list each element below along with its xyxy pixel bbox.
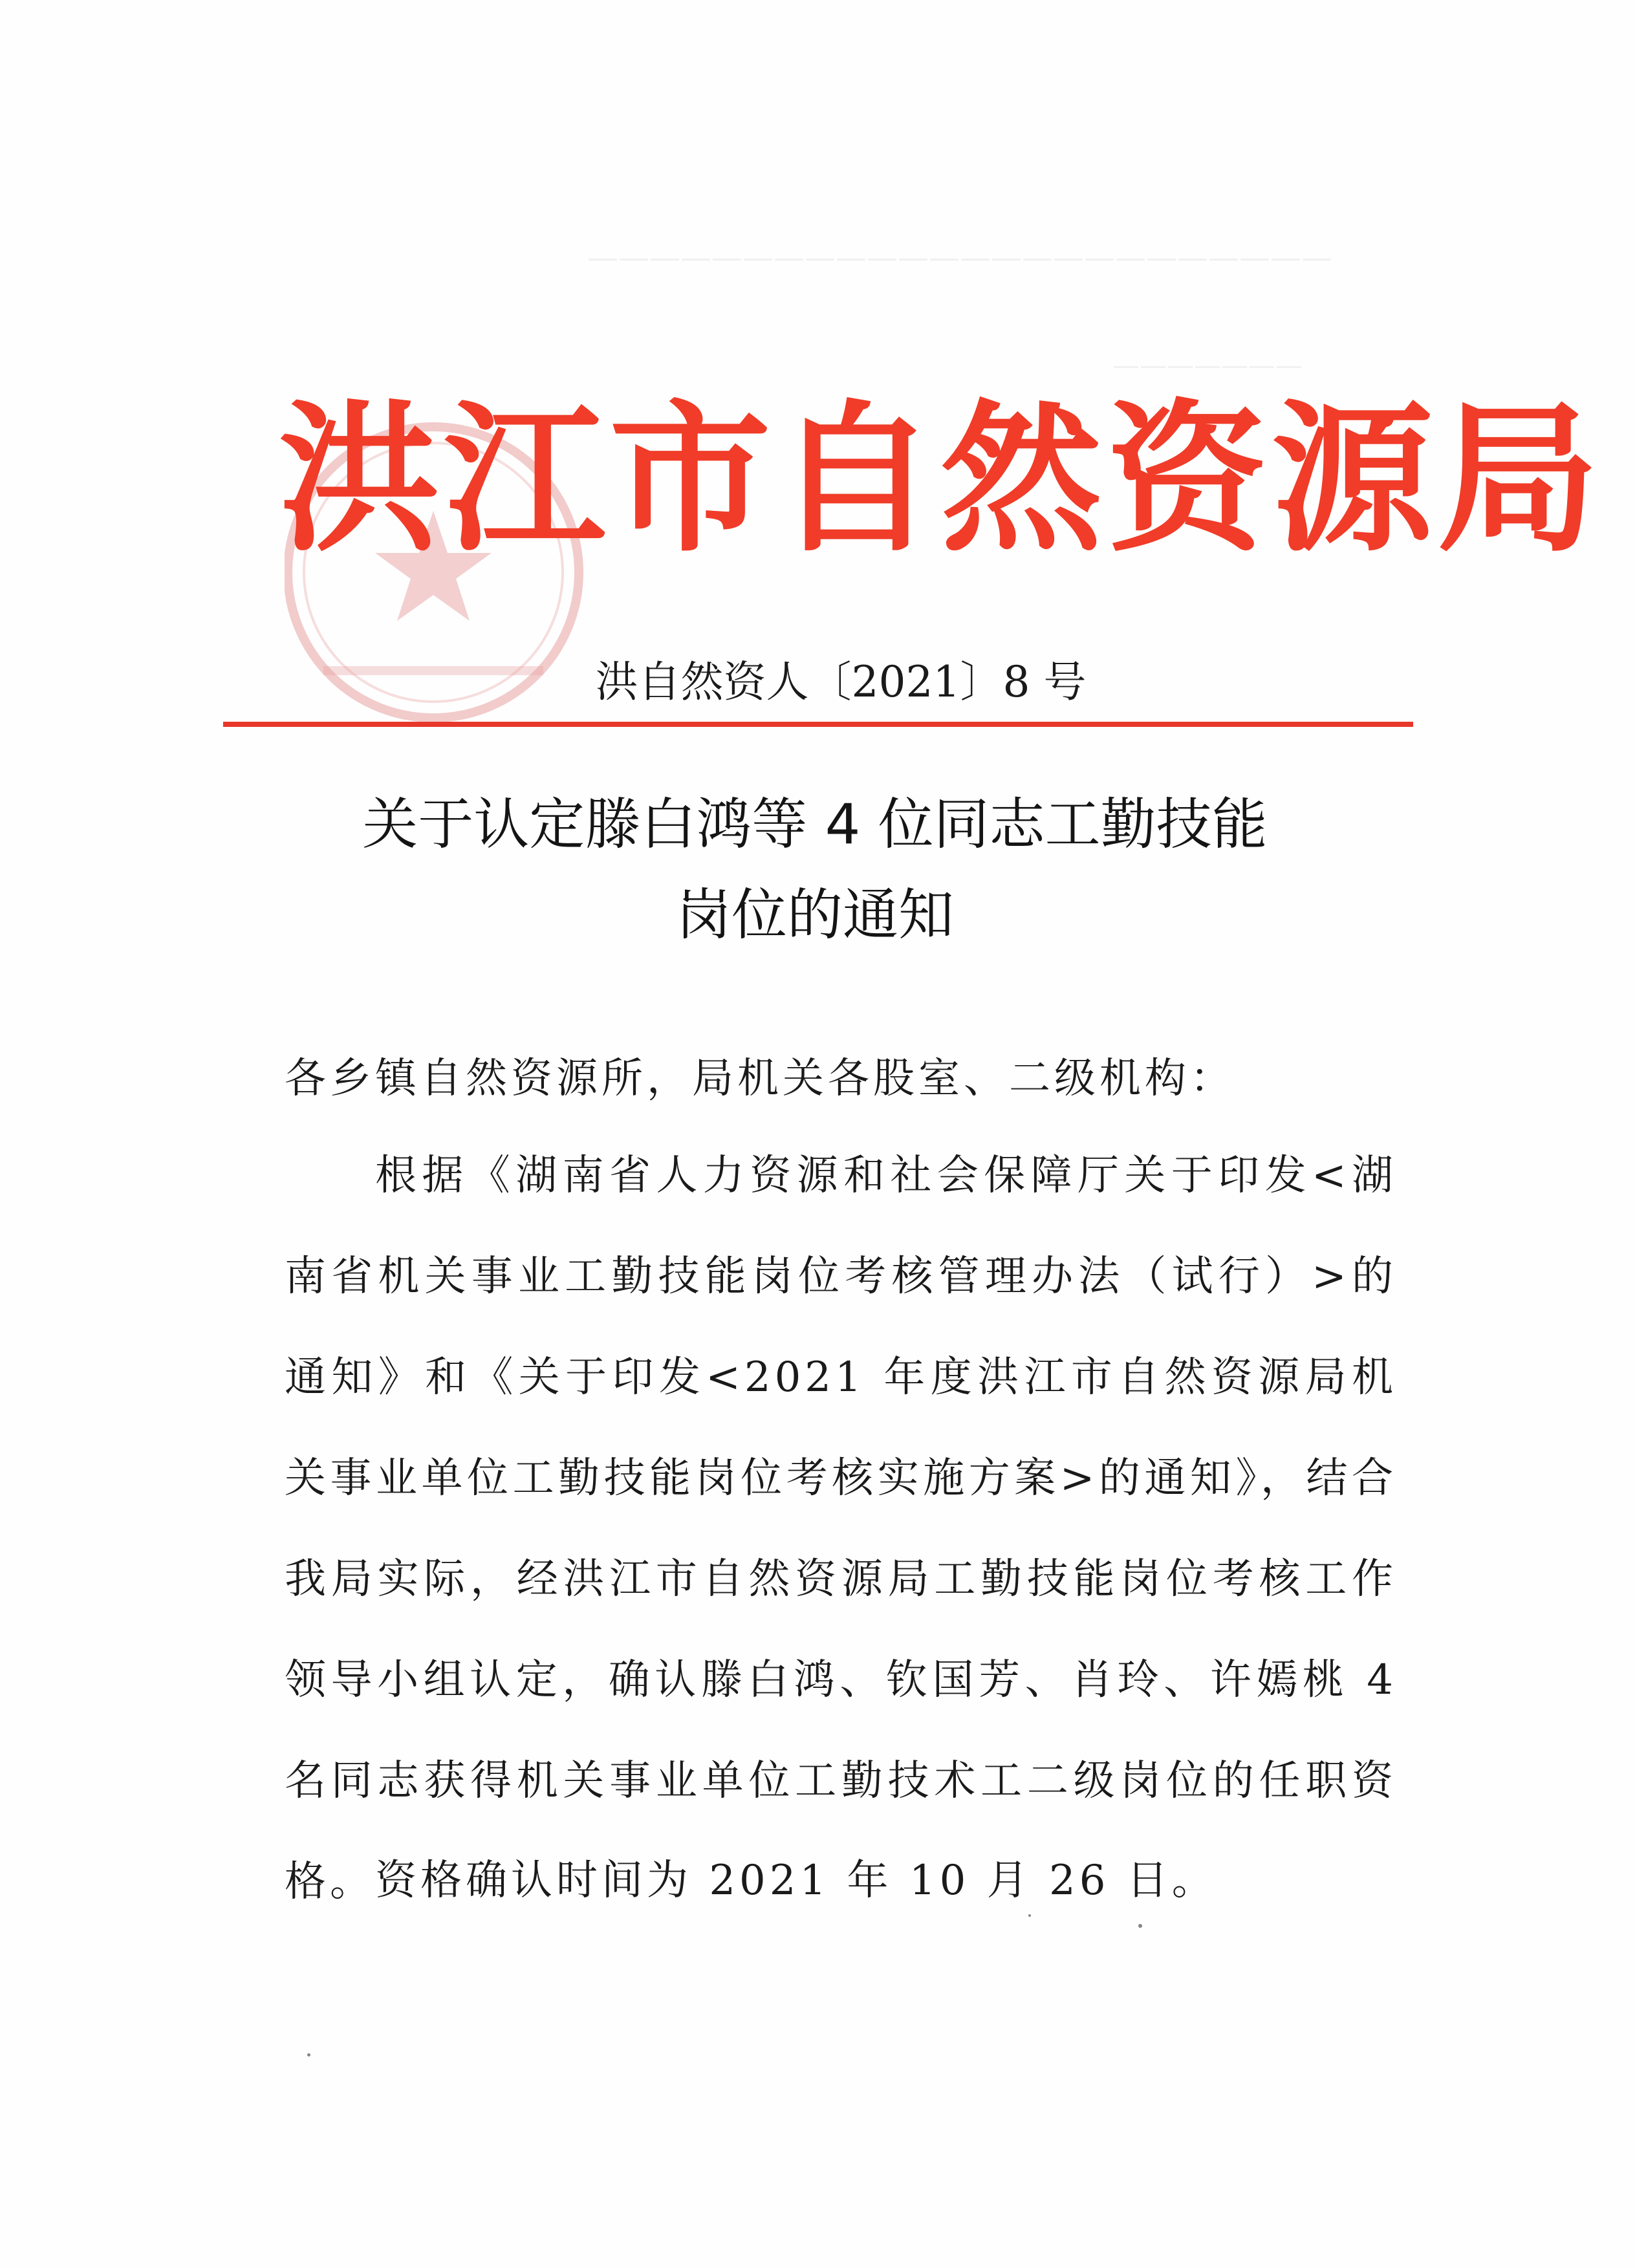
bleed-through-text-2: ——————— — [1112, 349, 1303, 381]
body-paragraph-1: 根据《湖南省人力资源和社会保障厅关于印发<湖南省机关事业工勤技能岗位考核管理办法（试行）>的通知》和《关于印发<2021 年度洪江市自然资源局机关事业单位工勤技能岗位考核实施方案>的通知》，结合我局实际，经洪江市自然资源局工勤技能岗位考核工作领导小组认定，确认滕白鸿、钦国芳、肖玲、许嫣桃 4 名同志获得机关事业单位工勤技术工二级岗位的任职资格。 — [285, 1152, 1397, 1906]
body-paragraph-2: 资格确认时间为 2021 年 10 月 26 日。 — [375, 1857, 1217, 1905]
red-divider — [223, 722, 1413, 727]
scan-speck — [1138, 1924, 1142, 1928]
bleed-through-text: ———————————————————————— — [587, 239, 1332, 275]
document-number: 洪自然资人〔2021〕8 号 — [595, 657, 1087, 707]
salutation: 各乡镇自然资源所，局机关各股室、二级机构： — [285, 1055, 1235, 1103]
agency-name: 洪江市自然资源局 — [278, 383, 1603, 574]
scan-speck — [1028, 1914, 1031, 1917]
document-title-line-1: 关于认定滕白鸿等 4 位同志工勤技能 — [362, 792, 1268, 857]
scan-speck — [307, 2053, 310, 2057]
document-title-line-2: 岗位的通知 — [676, 883, 954, 947]
